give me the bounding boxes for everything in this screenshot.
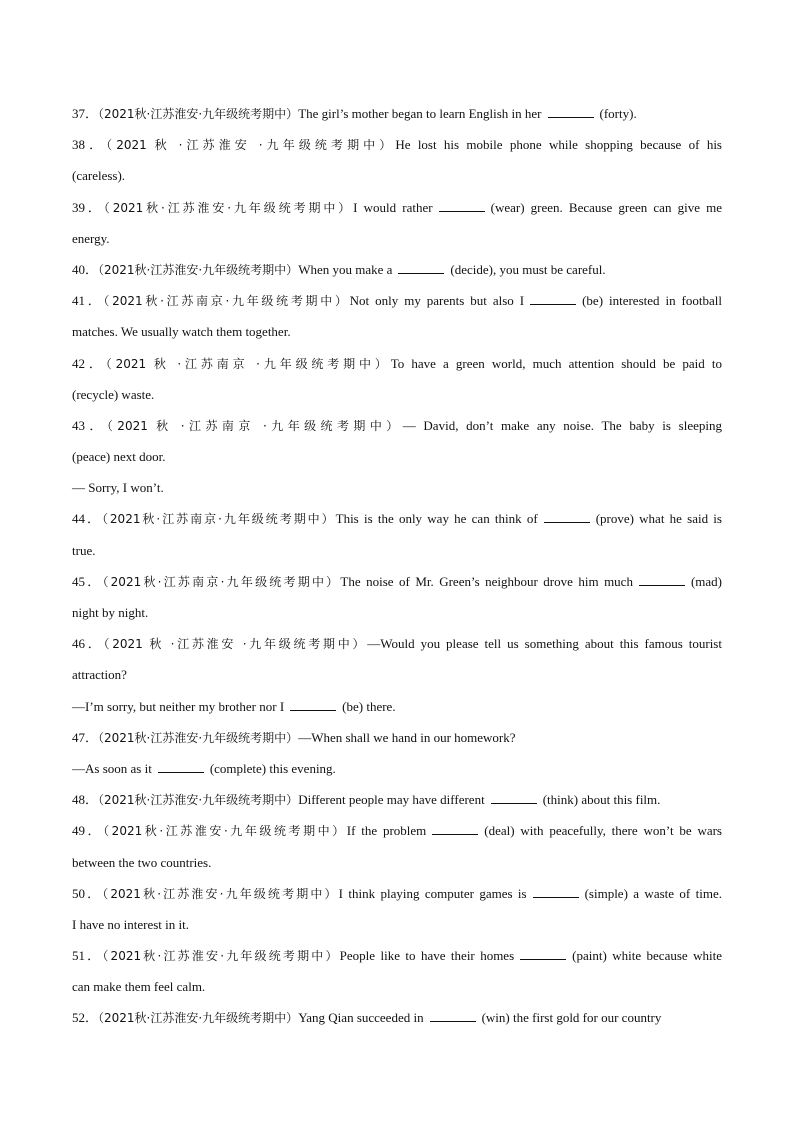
question-source: （2021秋·江苏淮安·九年级统考期中） bbox=[98, 730, 299, 745]
question-reply bbox=[72, 691, 722, 722]
question-number: 41． bbox=[72, 293, 104, 309]
question-hint: (think) about this film. bbox=[542, 792, 661, 808]
question-number: 39． bbox=[72, 199, 104, 215]
answer-blank[interactable] bbox=[398, 262, 444, 274]
question-number: 50． bbox=[72, 885, 103, 901]
question-source: （2021秋·江苏淮安·九年级统考期中） bbox=[103, 200, 354, 215]
question-continuation bbox=[72, 597, 722, 628]
question-text: Yang Qian succeeded in bbox=[298, 1010, 424, 1026]
question-text: Not only my parents but also I bbox=[349, 293, 525, 309]
question-source: （2021 秋 ·江苏淮安 ·九年级统考期中） bbox=[106, 138, 396, 153]
continuation-text: can make them feel calm. bbox=[72, 979, 206, 995]
question-source: （2021秋·江苏南京·九年级统考期中） bbox=[101, 512, 336, 527]
question-number: 38． bbox=[72, 137, 107, 153]
question-continuation bbox=[72, 316, 722, 347]
answer-blank[interactable] bbox=[544, 511, 590, 523]
question-number: 44． bbox=[72, 511, 102, 527]
question-line bbox=[72, 1002, 722, 1033]
question-source: （2021秋·江苏淮安·九年级统考期中） bbox=[98, 262, 299, 277]
question-number: 51． bbox=[72, 948, 103, 964]
question-continuation bbox=[72, 160, 722, 191]
continuation-text: (peace) next door. bbox=[72, 449, 166, 465]
question-hint: (wear) green. Because green can give me bbox=[490, 199, 722, 215]
question-text: —When shall we hand in our homework? bbox=[298, 729, 516, 745]
question-continuation bbox=[72, 223, 722, 254]
question-continuation bbox=[72, 847, 722, 878]
question-text: — David, don’t make any noise. The baby is sleeping bbox=[402, 417, 722, 433]
question-source: （2021秋·江苏淮安·九年级统考期中） bbox=[102, 949, 340, 964]
question-text: People like to have their homes bbox=[339, 948, 515, 964]
question-line bbox=[72, 129, 722, 160]
question-source: （2021 秋 ·江苏淮安 ·九年级统考期中） bbox=[103, 637, 368, 652]
question-number: 48． bbox=[72, 792, 99, 808]
question-number: 52． bbox=[72, 1010, 99, 1026]
question-number: 43． bbox=[72, 417, 107, 433]
question-hint: (forty). bbox=[599, 106, 637, 121]
answer-blank[interactable] bbox=[290, 699, 336, 711]
reply-hint: (be) there. bbox=[342, 698, 396, 714]
question-source: （2021秋·江苏淮安·九年级统考期中） bbox=[98, 793, 299, 808]
reply-hint: (complete) this evening. bbox=[209, 760, 336, 776]
question-text: He lost his mobile phone while shopping because of his bbox=[395, 137, 722, 153]
question-hint: (mad) bbox=[690, 573, 722, 589]
question-hint: (simple) a waste of time. bbox=[584, 885, 722, 901]
question-text: When you make a bbox=[298, 261, 393, 277]
question-number: 37． bbox=[72, 106, 99, 121]
question-number: 46． bbox=[72, 636, 104, 652]
question-text: If the problem bbox=[346, 823, 427, 839]
question-line bbox=[72, 192, 722, 223]
question-reply bbox=[72, 472, 722, 503]
question-line bbox=[72, 940, 722, 971]
answer-blank[interactable] bbox=[158, 761, 204, 773]
question-text: I would rather bbox=[353, 199, 433, 215]
continuation-text: between the two countries. bbox=[72, 854, 212, 870]
question-hint: (deal) with peacefully, there won’t be wars bbox=[484, 823, 722, 839]
question-number: 42． bbox=[72, 355, 106, 371]
question-continuation bbox=[72, 971, 722, 1002]
answer-blank[interactable] bbox=[432, 823, 478, 835]
question-line bbox=[72, 815, 722, 846]
question-hint: (be) interested in football bbox=[582, 293, 722, 309]
question-continuation bbox=[72, 441, 722, 472]
question-source: （2021秋·江苏南京·九年级统考期中） bbox=[103, 294, 350, 309]
question-line bbox=[72, 503, 722, 534]
reply-text: —As soon as it bbox=[72, 760, 152, 776]
answer-blank[interactable] bbox=[548, 106, 594, 118]
question-reply bbox=[72, 753, 722, 784]
question-line bbox=[72, 566, 722, 597]
question-continuation bbox=[72, 909, 722, 940]
answer-blank[interactable] bbox=[530, 293, 576, 305]
answer-blank[interactable] bbox=[491, 792, 537, 804]
question-continuation bbox=[72, 535, 722, 566]
question-line bbox=[72, 285, 722, 316]
question-hint: (decide), you must be careful. bbox=[450, 261, 606, 277]
question-number: 49． bbox=[72, 823, 104, 839]
continuation-text: (careless). bbox=[72, 168, 126, 184]
question-continuation bbox=[72, 659, 722, 690]
answer-blank[interactable] bbox=[439, 200, 485, 212]
question-hint: (win) the first gold for our country bbox=[481, 1010, 662, 1026]
question-line bbox=[72, 98, 722, 129]
continuation-text: night by night. bbox=[72, 605, 149, 620]
question-line bbox=[72, 878, 722, 909]
continuation-text: true. bbox=[72, 542, 96, 558]
answer-blank[interactable] bbox=[430, 1010, 476, 1022]
question-text: Different people may have different bbox=[298, 792, 485, 808]
continuation-text: I have no interest in it. bbox=[72, 916, 189, 932]
continuation-text: attraction? bbox=[72, 667, 127, 683]
reply-text: —I’m sorry, but neither my brother nor I bbox=[72, 698, 285, 714]
question-line bbox=[72, 254, 722, 285]
question-hint: (paint) white because white bbox=[572, 948, 722, 964]
question-line bbox=[72, 784, 722, 815]
answer-blank[interactable] bbox=[533, 886, 579, 898]
answer-blank[interactable] bbox=[639, 574, 685, 586]
question-line bbox=[72, 628, 722, 659]
question-source: （2021秋·江苏淮安·九年级统考期中） bbox=[103, 824, 347, 839]
question-source: （2021 秋 ·江苏南京 ·九年级统考期中） bbox=[106, 418, 403, 433]
question-text: The girl’s mother began to learn English in her bbox=[298, 106, 542, 121]
question-source: （2021 秋 ·江苏南京 ·九年级统考期中） bbox=[105, 356, 391, 371]
question-source: （2021秋·江苏淮安·九年级统考期中） bbox=[102, 886, 339, 901]
continuation-text: (recycle) waste. bbox=[72, 386, 155, 402]
question-number: 47． bbox=[72, 729, 99, 745]
reply-text: — Sorry, I won’t. bbox=[72, 480, 164, 496]
question-hint: (prove) what he said is bbox=[595, 511, 722, 527]
question-continuation bbox=[72, 379, 722, 410]
question-source: （2021秋·江苏南京·九年级统考期中） bbox=[102, 574, 341, 589]
continuation-text: matches. We usually watch them together. bbox=[72, 324, 291, 340]
question-source: （2021秋·江苏淮安·九年级统考期中） bbox=[98, 1011, 299, 1026]
question-line bbox=[72, 722, 722, 753]
question-number: 45． bbox=[72, 573, 103, 589]
question-text: To have a green world, much attention should be paid to bbox=[390, 355, 722, 371]
question-text: This is the only way he can think of bbox=[335, 511, 538, 527]
question-list bbox=[72, 98, 722, 1034]
question-text: The noise of Mr. Green’s neighbour drove him much bbox=[340, 573, 633, 589]
question-number: 40． bbox=[72, 261, 99, 277]
question-text: —Would you please tell us something about this famous tourist bbox=[367, 636, 722, 652]
question-line bbox=[72, 348, 722, 379]
continuation-text: energy. bbox=[72, 230, 110, 246]
answer-blank[interactable] bbox=[520, 948, 566, 960]
question-text: I think playing computer games is bbox=[338, 885, 527, 901]
question-line bbox=[72, 410, 722, 441]
question-source: （2021秋·江苏淮安·九年级统考期中） bbox=[98, 107, 299, 121]
